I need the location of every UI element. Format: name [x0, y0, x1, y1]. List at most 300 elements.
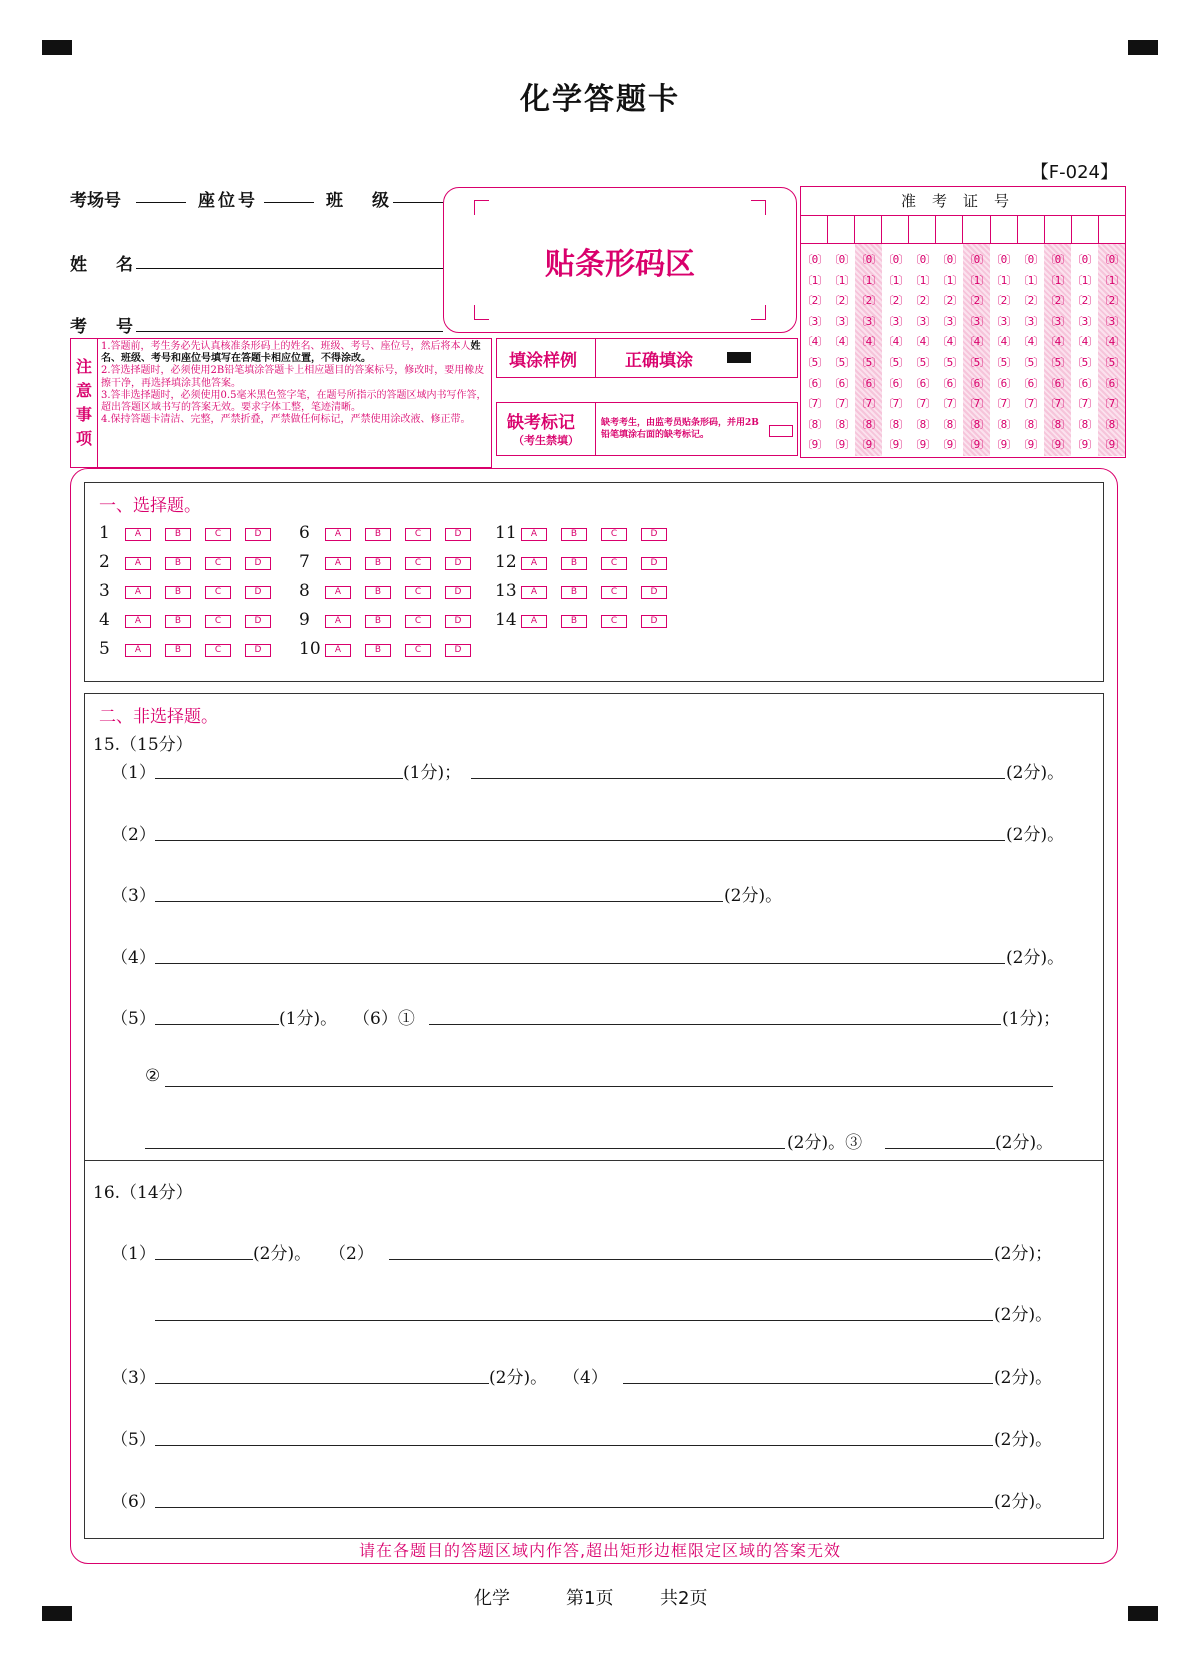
digit-bubble[interactable]: 〔2〕: [936, 294, 963, 308]
absent-label: 缺考标记: [507, 413, 575, 433]
option-bubble-b[interactable]: B: [561, 557, 587, 570]
option-bubble-c[interactable]: C: [405, 615, 431, 628]
q15-1b-score: (2分)。: [1006, 763, 1065, 783]
digit-bubble[interactable]: 〔8〕: [801, 417, 828, 431]
digit-bubble[interactable]: 〔4〕: [1098, 335, 1125, 349]
digit-bubble[interactable]: 〔8〕: [828, 417, 855, 431]
q15-6-1-answer-line[interactable]: [429, 1024, 1001, 1025]
notice-line-4: 4.保持答题卡清洁、完整，严禁折叠，严禁做任何标记，严禁使用涂改液、修正带。: [101, 414, 471, 426]
admission-digit-box[interactable]: [991, 216, 1018, 243]
option-bubble-b[interactable]: B: [365, 528, 391, 541]
digit-bubble[interactable]: 〔4〕: [801, 335, 828, 349]
digit-bubble[interactable]: 〔9〕: [828, 438, 855, 452]
absent-sublabel: （考生禁填）: [513, 434, 579, 447]
digit-bubble[interactable]: 〔0〕: [855, 253, 882, 266]
admission-number-digits: [801, 244, 1125, 456]
q16-6-answer-line[interactable]: [155, 1507, 993, 1508]
admission-digit-column: [855, 244, 882, 456]
option-bubble-b[interactable]: B: [165, 615, 191, 628]
digit-bubble[interactable]: 〔4〕: [1017, 335, 1044, 349]
digit-bubble[interactable]: 〔6〕: [909, 376, 936, 390]
digit-bubble[interactable]: 〔0〕: [990, 253, 1017, 266]
q15-6-2-score: (2分)。③: [787, 1133, 863, 1153]
digit-bubble[interactable]: 〔5〕: [1098, 355, 1125, 369]
id-label: 考 号: [70, 317, 139, 337]
option-bubble-a[interactable]: A: [325, 644, 351, 657]
digit-bubble[interactable]: 〔1〕: [1017, 273, 1044, 287]
option-bubble-c[interactable]: C: [601, 528, 627, 541]
option-bubble-c[interactable]: C: [405, 586, 431, 599]
digit-bubble[interactable]: 〔3〕: [990, 314, 1017, 328]
option-bubble-c[interactable]: C: [405, 557, 431, 570]
digit-bubble[interactable]: 〔5〕: [990, 355, 1017, 369]
option-bubble-a[interactable]: A: [521, 557, 547, 570]
digit-bubble[interactable]: 〔5〕: [1044, 355, 1071, 369]
admission-digit-box[interactable]: [882, 216, 909, 243]
digit-bubble[interactable]: 〔0〕: [1044, 253, 1071, 266]
corner-mark-top-right: [1128, 40, 1158, 55]
digit-bubble[interactable]: 〔2〕: [828, 294, 855, 308]
digit-bubble[interactable]: 〔3〕: [801, 314, 828, 328]
q15-6-3-answer-line[interactable]: [885, 1148, 995, 1149]
digit-bubble[interactable]: 〔2〕: [855, 294, 882, 308]
section-choice-title: 一、选择题。: [99, 496, 201, 516]
option-bubble-d[interactable]: D: [445, 586, 471, 599]
question-number: 6: [299, 523, 310, 543]
absent-description: 缺考考生，由监考员贴条形码，并用2B铅笔填涂右面的缺考标记。: [601, 418, 759, 440]
filled-mark-sample: [727, 352, 751, 363]
admission-digit-column: [936, 244, 963, 456]
digit-bubble[interactable]: 〔9〕: [1044, 438, 1071, 452]
q15-part-3-label: （3）: [111, 886, 156, 906]
question-number: 3: [99, 581, 110, 601]
digit-bubble[interactable]: 〔6〕: [936, 376, 963, 390]
seat-field[interactable]: [264, 202, 314, 203]
option-bubble-b[interactable]: B: [165, 557, 191, 570]
option-bubble-d[interactable]: D: [445, 644, 471, 657]
q16-part-6-label: （6）: [111, 1492, 156, 1512]
digit-bubble[interactable]: 〔6〕: [1044, 376, 1071, 390]
option-bubble-c[interactable]: C: [405, 528, 431, 541]
option-bubble-b[interactable]: B: [165, 644, 191, 657]
digit-bubble[interactable]: 〔4〕: [1071, 335, 1098, 349]
admission-digit-column: [963, 244, 990, 456]
digit-bubble[interactable]: 〔1〕: [855, 273, 882, 287]
digit-bubble[interactable]: 〔6〕: [990, 376, 1017, 390]
digit-bubble[interactable]: 〔6〕: [1017, 376, 1044, 390]
digit-bubble[interactable]: 〔8〕: [882, 417, 909, 431]
q16-5-answer-line[interactable]: [155, 1445, 993, 1446]
digit-bubble[interactable]: 〔6〕: [801, 376, 828, 390]
digit-bubble[interactable]: 〔7〕: [990, 397, 1017, 411]
barcode-label: 贴条形码区: [545, 247, 695, 282]
digit-bubble[interactable]: 〔9〕: [1098, 438, 1125, 452]
notice-heading-char: 项: [75, 429, 92, 448]
option-bubble-a[interactable]: A: [125, 557, 151, 570]
option-bubble-a[interactable]: A: [521, 586, 547, 599]
option-bubble-d[interactable]: D: [641, 528, 667, 541]
q15-part-5-label: （5）: [111, 1009, 156, 1029]
digit-bubble[interactable]: 〔9〕: [963, 438, 990, 452]
class-label: 班 级: [326, 191, 395, 211]
question-16-label: 16.（14分）: [93, 1183, 193, 1203]
option-bubble-d[interactable]: D: [245, 557, 271, 570]
notice-line-2: 2.答选择题时，必须使用2B铅笔填涂答题卡上相应题目的答案标号，修改时，要用橡皮擦干净，再选择填涂其他答案。: [101, 365, 485, 389]
admission-digit-box[interactable]: [1099, 216, 1125, 243]
page-title: 化学答题卡: [520, 82, 680, 117]
divider: [595, 403, 596, 455]
digit-bubble[interactable]: 〔2〕: [882, 294, 909, 308]
admission-number-label: 准考证号: [801, 187, 1125, 216]
digit-bubble[interactable]: 〔8〕: [1017, 417, 1044, 431]
option-bubble-d[interactable]: D: [445, 615, 471, 628]
option-bubble-b[interactable]: B: [561, 615, 587, 628]
question-number: 11: [495, 523, 517, 543]
notice-text: [101, 341, 488, 426]
option-bubble-a[interactable]: A: [325, 586, 351, 599]
admission-digit-column: [1044, 244, 1071, 456]
digit-bubble[interactable]: 〔9〕: [1017, 438, 1044, 452]
q15-4-answer-line[interactable]: [155, 963, 1005, 964]
digit-bubble[interactable]: 〔1〕: [936, 273, 963, 287]
option-bubble-a[interactable]: A: [125, 644, 151, 657]
admission-digit-column: [1071, 244, 1098, 456]
digit-bubble[interactable]: 〔1〕: [801, 273, 828, 287]
digit-bubble[interactable]: 〔7〕: [882, 397, 909, 411]
q15-3-score: (2分)。: [724, 886, 783, 906]
q15-6-2-answer-line-a[interactable]: [165, 1086, 1053, 1087]
class-field[interactable]: [393, 202, 443, 203]
digit-bubble[interactable]: 〔7〕: [1044, 397, 1071, 411]
digit-bubble[interactable]: 〔9〕: [936, 438, 963, 452]
barcode-corner: [474, 305, 489, 320]
page-subject: 化学: [474, 1588, 510, 1609]
digit-bubble[interactable]: 〔4〕: [936, 335, 963, 349]
digit-bubble[interactable]: 〔6〕: [1098, 376, 1125, 390]
q15-part-1-label: （1）: [111, 763, 156, 783]
digit-bubble[interactable]: 〔7〕: [936, 397, 963, 411]
digit-bubble[interactable]: 〔3〕: [936, 314, 963, 328]
admission-digit-box[interactable]: [828, 216, 855, 243]
admission-number-grid: [800, 186, 1126, 458]
q15-2-score: (2分)。: [1006, 825, 1065, 845]
option-bubble-d[interactable]: D: [641, 586, 667, 599]
q16-1-score: (2分)。: [253, 1244, 312, 1264]
option-bubble-a[interactable]: A: [125, 528, 151, 541]
q15-6-1-score: (1分)；: [1002, 1009, 1061, 1029]
admission-digit-column: [1017, 244, 1044, 456]
option-bubble-c[interactable]: C: [205, 528, 231, 541]
option-bubble-a[interactable]: A: [325, 615, 351, 628]
option-bubble-c[interactable]: C: [205, 557, 231, 570]
digit-bubble[interactable]: 〔8〕: [936, 417, 963, 431]
option-bubble-a[interactable]: A: [521, 615, 547, 628]
q16-4-score: (2分)。: [994, 1368, 1053, 1388]
barcode-corner: [474, 200, 489, 215]
corner-mark-bottom-right: [1128, 1606, 1158, 1621]
name-field[interactable]: [136, 268, 443, 269]
q15-part-4-label: （4）: [111, 948, 156, 968]
q16-part-1-label: （1）: [111, 1244, 156, 1264]
q16-3-answer-line[interactable]: [155, 1383, 489, 1384]
admission-digit-box[interactable]: [1018, 216, 1045, 243]
footer-warning: 请在各题目的答题区域内作答,超出矩形边框限定区域的答案无效: [358, 1541, 842, 1560]
option-bubble-d[interactable]: D: [641, 615, 667, 628]
digit-bubble[interactable]: 〔4〕: [963, 335, 990, 349]
digit-bubble[interactable]: 〔7〕: [828, 397, 855, 411]
digit-bubble[interactable]: 〔2〕: [990, 294, 1017, 308]
digit-bubble[interactable]: 〔3〕: [855, 314, 882, 328]
digit-bubble[interactable]: 〔9〕: [882, 438, 909, 452]
digit-bubble[interactable]: 〔7〕: [801, 397, 828, 411]
corner-mark-bottom-left: [42, 1606, 72, 1621]
option-bubble-d[interactable]: D: [245, 644, 271, 657]
admission-digit-column: [882, 244, 909, 456]
q15-part-2-label: （2）: [111, 825, 156, 845]
digit-bubble[interactable]: 〔5〕: [909, 355, 936, 369]
question-15-label: 15.（15分）: [93, 735, 193, 755]
absent-mark-box: [496, 402, 798, 456]
digit-bubble[interactable]: 〔8〕: [1071, 417, 1098, 431]
admission-digit-box[interactable]: [1072, 216, 1099, 243]
digit-bubble[interactable]: 〔1〕: [1044, 273, 1071, 287]
option-bubble-c[interactable]: C: [601, 615, 627, 628]
option-bubble-c[interactable]: C: [205, 615, 231, 628]
q15-4-score: (2分)。: [1006, 948, 1065, 968]
q16-2b-score: (2分)。: [994, 1305, 1053, 1325]
q16-4-answer-line[interactable]: [623, 1383, 993, 1384]
digit-bubble[interactable]: 〔2〕: [801, 294, 828, 308]
digit-bubble[interactable]: 〔0〕: [1017, 253, 1044, 266]
q15-6-3-score: (2分)。: [995, 1133, 1054, 1153]
q15-part-6-label: （6）①: [353, 1009, 415, 1029]
notice-line-3: 3.答非选择题时，必须使用0.5毫米黑色签字笔，在题号所指示的答题区域内书写作答，超出答题区域书写的答案无效。要求字体工整，笔迹清晰。: [101, 389, 487, 414]
digit-bubble[interactable]: 〔5〕: [963, 355, 990, 369]
digit-bubble[interactable]: 〔7〕: [963, 397, 990, 411]
digit-bubble[interactable]: 〔7〕: [1017, 397, 1044, 411]
digit-bubble[interactable]: 〔4〕: [990, 335, 1017, 349]
digit-bubble[interactable]: 〔6〕: [828, 376, 855, 390]
option-bubble-a[interactable]: A: [521, 528, 547, 541]
digit-bubble[interactable]: 〔5〕: [1017, 355, 1044, 369]
digit-bubble[interactable]: 〔8〕: [990, 417, 1017, 431]
name-label: 姓 名: [70, 255, 139, 275]
q15-6-2-answer-line-b[interactable]: [145, 1148, 785, 1149]
option-bubble-b[interactable]: B: [561, 528, 587, 541]
q16-2-answer-line-a[interactable]: [389, 1259, 993, 1260]
digit-bubble[interactable]: 〔1〕: [1071, 273, 1098, 287]
digit-bubble[interactable]: 〔4〕: [855, 335, 882, 349]
question-number: 13: [495, 581, 517, 601]
digit-bubble[interactable]: 〔3〕: [1071, 314, 1098, 328]
option-bubble-b[interactable]: B: [365, 557, 391, 570]
admission-digit-column: [909, 244, 936, 456]
admission-digit-box[interactable]: [936, 216, 963, 243]
option-bubble-d[interactable]: D: [445, 528, 471, 541]
digit-bubble[interactable]: 〔0〕: [1098, 253, 1125, 266]
option-bubble-d[interactable]: D: [245, 528, 271, 541]
question-number: 1: [99, 523, 110, 543]
digit-bubble[interactable]: 〔0〕: [936, 253, 963, 266]
page-total: 共2页: [660, 1588, 708, 1609]
digit-bubble[interactable]: 〔4〕: [1044, 335, 1071, 349]
fill-sample-box: [496, 338, 798, 378]
digit-bubble[interactable]: 〔7〕: [1071, 397, 1098, 411]
digit-bubble[interactable]: 〔5〕: [855, 355, 882, 369]
q16-part-3-label: （3）: [111, 1368, 156, 1388]
option-bubble-d[interactable]: D: [245, 615, 271, 628]
question-number: 7: [299, 552, 310, 572]
section-nonchoice-box: [84, 693, 1104, 1539]
digit-bubble[interactable]: 〔3〕: [1044, 314, 1071, 328]
option-bubble-b[interactable]: B: [365, 615, 391, 628]
admission-digit-box[interactable]: [855, 216, 882, 243]
digit-bubble[interactable]: 〔1〕: [990, 273, 1017, 287]
digit-bubble[interactable]: 〔2〕: [1044, 294, 1071, 308]
digit-bubble[interactable]: 〔1〕: [882, 273, 909, 287]
digit-bubble[interactable]: 〔0〕: [963, 253, 990, 266]
digit-bubble[interactable]: 〔0〕: [909, 253, 936, 266]
option-bubble-d[interactable]: D: [245, 586, 271, 599]
digit-bubble[interactable]: 〔9〕: [801, 438, 828, 452]
room-field[interactable]: [136, 202, 186, 203]
option-bubble-a[interactable]: A: [325, 528, 351, 541]
q15-2-answer-line[interactable]: [155, 840, 1005, 841]
digit-bubble[interactable]: 〔0〕: [882, 253, 909, 266]
digit-bubble[interactable]: 〔3〕: [882, 314, 909, 328]
fill-sample-label: 填涂样例: [509, 351, 577, 371]
digit-bubble[interactable]: 〔7〕: [855, 397, 882, 411]
q15-1b-answer-line[interactable]: [471, 778, 1005, 779]
question-number: 12: [495, 552, 517, 572]
option-bubble-b[interactable]: B: [165, 586, 191, 599]
digit-bubble[interactable]: 〔9〕: [990, 438, 1017, 452]
page-current: 第1页: [566, 1588, 614, 1609]
question-number: 4: [99, 610, 110, 630]
digit-bubble[interactable]: 〔2〕: [909, 294, 936, 308]
digit-bubble[interactable]: 〔0〕: [801, 253, 828, 266]
divider: [595, 339, 596, 377]
digit-bubble[interactable]: 〔9〕: [1071, 438, 1098, 452]
digit-bubble[interactable]: 〔8〕: [1044, 417, 1071, 431]
digit-bubble[interactable]: 〔8〕: [855, 417, 882, 431]
question-number: 5: [99, 639, 110, 659]
digit-bubble[interactable]: 〔4〕: [909, 335, 936, 349]
digit-bubble[interactable]: 〔0〕: [828, 253, 855, 266]
digit-bubble[interactable]: 〔5〕: [936, 355, 963, 369]
option-bubble-d[interactable]: D: [641, 557, 667, 570]
digit-bubble[interactable]: 〔6〕: [1071, 376, 1098, 390]
digit-bubble[interactable]: 〔3〕: [1098, 314, 1125, 328]
option-bubble-c[interactable]: C: [601, 557, 627, 570]
q16-part-4-label: （4）: [563, 1368, 608, 1388]
digit-bubble[interactable]: 〔3〕: [909, 314, 936, 328]
digit-bubble[interactable]: 〔2〕: [963, 294, 990, 308]
id-field[interactable]: [136, 331, 443, 332]
admission-digit-column: [1098, 244, 1125, 456]
digit-bubble[interactable]: 〔8〕: [909, 417, 936, 431]
q16-1-answer-line[interactable]: [155, 1259, 253, 1260]
option-bubble-b[interactable]: B: [165, 528, 191, 541]
digit-bubble[interactable]: 〔4〕: [882, 335, 909, 349]
digit-bubble[interactable]: 〔9〕: [855, 438, 882, 452]
digit-bubble[interactable]: 〔2〕: [1098, 294, 1125, 308]
correct-fill-label: 正确填涂: [625, 351, 693, 371]
admission-digit-box[interactable]: [801, 216, 828, 243]
digit-bubble[interactable]: 〔5〕: [882, 355, 909, 369]
notice-heading-char: 事: [75, 405, 92, 424]
digit-bubble[interactable]: 〔4〕: [828, 335, 855, 349]
option-bubble-c[interactable]: C: [205, 644, 231, 657]
digit-bubble[interactable]: 〔2〕: [1071, 294, 1098, 308]
admission-digit-box[interactable]: [963, 216, 990, 243]
corner-mark-top-left: [42, 40, 72, 55]
option-bubble-b[interactable]: B: [365, 586, 391, 599]
digit-bubble[interactable]: 〔7〕: [1098, 397, 1125, 411]
digit-bubble[interactable]: 〔2〕: [1017, 294, 1044, 308]
digit-bubble[interactable]: 〔0〕: [1071, 253, 1098, 266]
section-nonchoice-title: 二、非选择题。: [99, 707, 218, 727]
digit-bubble[interactable]: 〔1〕: [828, 273, 855, 287]
q16-part-5-label: （5）: [111, 1430, 156, 1450]
q16-3-score: (2分)。: [489, 1368, 548, 1388]
q15-1a-score: (1分)；: [403, 763, 462, 783]
digit-bubble[interactable]: 〔3〕: [828, 314, 855, 328]
digit-bubble[interactable]: 〔3〕: [1017, 314, 1044, 328]
q15-1a-answer-line[interactable]: [155, 778, 403, 779]
question-number: 14: [495, 610, 517, 630]
digit-bubble[interactable]: 〔5〕: [828, 355, 855, 369]
q16-6-score: (2分)。: [994, 1492, 1053, 1512]
digit-bubble[interactable]: 〔8〕: [1098, 417, 1125, 431]
digit-bubble[interactable]: 〔7〕: [909, 397, 936, 411]
digit-bubble[interactable]: 〔1〕: [909, 273, 936, 287]
room-label: 考场号: [70, 191, 121, 211]
q15-6-2-marker: ②: [145, 1066, 161, 1086]
notice-heading: [71, 339, 98, 467]
q15-3-answer-line[interactable]: [155, 901, 723, 902]
option-bubble-a[interactable]: A: [125, 615, 151, 628]
digit-bubble[interactable]: 〔6〕: [882, 376, 909, 390]
option-bubble-d[interactable]: D: [445, 557, 471, 570]
section-choice-box: [84, 482, 1104, 682]
digit-bubble[interactable]: 〔8〕: [963, 417, 990, 431]
digit-bubble[interactable]: 〔5〕: [1071, 355, 1098, 369]
admission-digit-box[interactable]: [1045, 216, 1072, 243]
choice-grid: [85, 483, 1103, 681]
option-bubble-c[interactable]: C: [405, 644, 431, 657]
digit-bubble[interactable]: 〔6〕: [963, 376, 990, 390]
option-bubble-a[interactable]: A: [125, 586, 151, 599]
digit-bubble[interactable]: 〔3〕: [963, 314, 990, 328]
digit-bubble[interactable]: 〔6〕: [855, 376, 882, 390]
option-bubble-c[interactable]: C: [601, 586, 627, 599]
absent-mark-checkbox[interactable]: [769, 425, 793, 437]
q16-2a-score: (2分)；: [994, 1244, 1053, 1264]
option-bubble-c[interactable]: C: [205, 586, 231, 599]
admission-digit-box[interactable]: [909, 216, 936, 243]
option-bubble-a[interactable]: A: [325, 557, 351, 570]
q15-5-answer-line[interactable]: [155, 1024, 279, 1025]
option-bubble-b[interactable]: B: [561, 586, 587, 599]
option-bubble-b[interactable]: B: [365, 644, 391, 657]
q16-2-answer-line-b[interactable]: [155, 1320, 993, 1321]
digit-bubble[interactable]: 〔1〕: [963, 273, 990, 287]
q16-5-score: (2分)。: [994, 1430, 1053, 1450]
digit-bubble[interactable]: 〔1〕: [1098, 273, 1125, 287]
digit-bubble[interactable]: 〔9〕: [909, 438, 936, 452]
digit-bubble[interactable]: 〔5〕: [801, 355, 828, 369]
